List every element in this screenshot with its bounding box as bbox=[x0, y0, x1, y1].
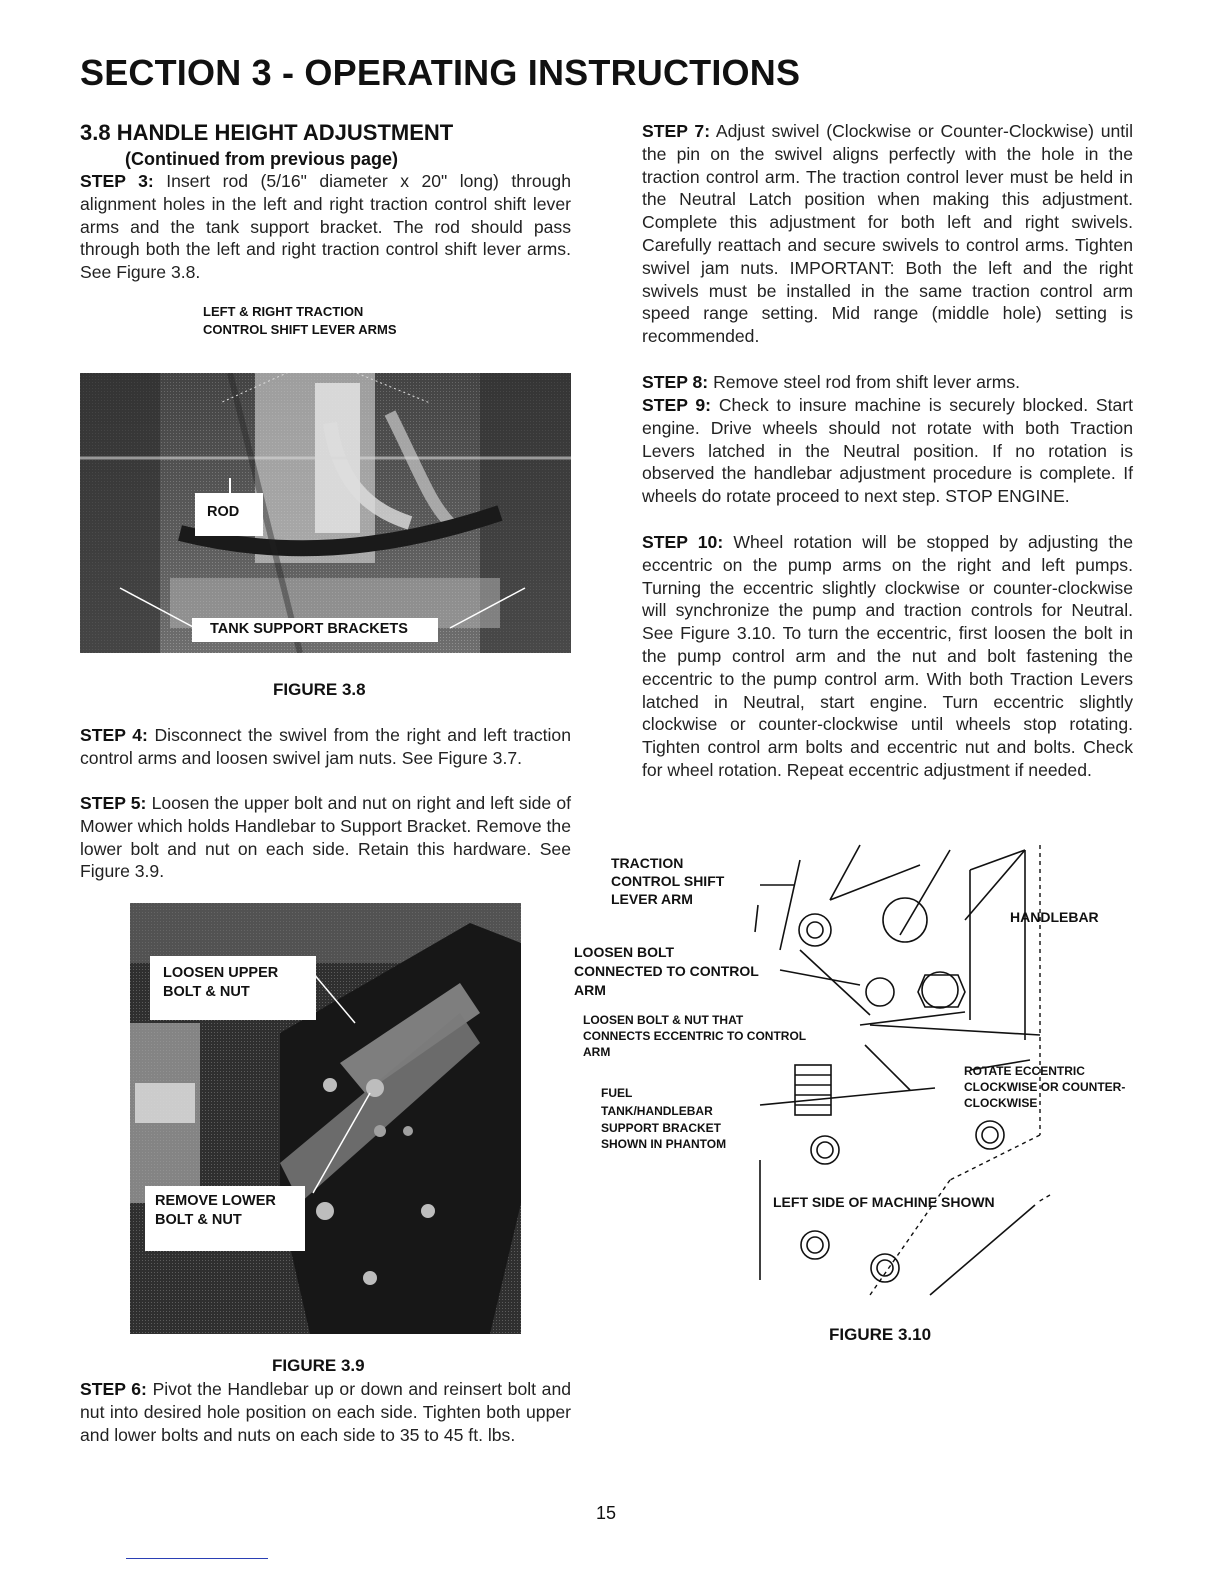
fig38-callout-line2: CONTROL SHIFT LEVER ARMS bbox=[203, 322, 397, 337]
step-6-paragraph bbox=[80, 1378, 571, 1446]
subsection-title: 3.8 HANDLE HEIGHT ADJUSTMENT bbox=[80, 120, 454, 145]
remove-lower-line1: REMOVE LOWER bbox=[155, 1193, 276, 1209]
step-8-text: Remove steel rod from shift lever arms. bbox=[713, 372, 1021, 392]
step-8-paragraph bbox=[642, 371, 1133, 394]
step-6-text: Pivot the Handlebar up or down and reinsert bolt and nut into desired hole position on each side. Tighten both upper and lower bolts and nuts on each side to 35 to 45 ft. lbs. bbox=[80, 1379, 572, 1445]
footer-rule bbox=[126, 1558, 268, 1559]
left-side-label: LEFT SIDE OF MACHINE SHOWN bbox=[773, 1194, 995, 1210]
eccentric-line1: LOOSEN BOLT & NUT THAT bbox=[583, 1013, 744, 1027]
fuel-line1: FUEL bbox=[601, 1086, 633, 1100]
section-title: SECTION 3 - OPERATING INSTRUCTIONS bbox=[80, 52, 801, 93]
figure-3-10-caption: FIGURE 3.10 bbox=[829, 1325, 932, 1344]
rotate-line1: ROTATE ECCENTRIC bbox=[964, 1064, 1085, 1078]
step-9-text: Check to insure machine is securely blocked. Start engine. Drive wheels should not rotate with both Traction Levers latched in the Neutral position. If no rotation is observed the handlebar adjustment procedure is complete. If wheels do rotate proceed to next step. STOP ENGINE. bbox=[642, 395, 1133, 507]
step-9-paragraph bbox=[642, 394, 1133, 508]
fuel-line4: SHOWN IN PHANTOM bbox=[601, 1137, 727, 1151]
loosen-bolt-line1: LOOSEN BOLT bbox=[574, 944, 675, 960]
figure-3-8-illustration bbox=[80, 373, 571, 653]
loosen-upper-line2: BOLT & NUT bbox=[163, 984, 250, 1000]
loosen-bolt-line2: CONNECTED TO CONTROL bbox=[574, 963, 759, 979]
rod-label: ROD bbox=[195, 493, 263, 536]
figure-3-9-photo bbox=[130, 903, 521, 1334]
continued-note: (Continued from previous page) bbox=[125, 149, 399, 169]
step-9-label: STEP 9: bbox=[642, 395, 712, 415]
loosen-upper-label bbox=[150, 956, 316, 1020]
step-10-text: Wheel rotation will be stopped by adjusting the eccentric on the pump arms on the right and left pumps. Turning the eccentric slightly clockwise or counter-clockwise will synchronize the pump and traction controls for Neutral. See Figure 3.10. To turn the eccentric, first loosen the bolt in the pump control arm and the nut and bolt fastening the eccentric to the pump control arm. With both Traction Levers latched in Neutral, start engine. Turn eccentric slightly clockwise or counter-clockwise until wheels stop rotating. Tighten control arm bolts and eccentric nut and bolts. Check for wheel rotation. Repeat eccentric adjustment if needed. bbox=[642, 532, 1134, 780]
tank-support-brackets-label: TANK SUPPORT BRACKETS bbox=[192, 618, 438, 642]
step-7-text: Adjust swivel (Clockwise or Counter-Clockwise) until the pin on the swivel aligns perfectly with the hole in the traction control arm. The traction control lever must be held in the Neutral Latch position when making this adjustment. Complete this adjustment for both left and right swivels. Carefully reattach and secure swivels to control arms. Tighten swivel jam nuts. IMPORTANT: Both the left and the right swivels must be installed in the same traction control arm speed range setting. Mid range (middle hole) setting is recommended. bbox=[642, 121, 1134, 347]
remove-lower-label bbox=[145, 1186, 305, 1251]
step-10-label: STEP 10: bbox=[642, 532, 724, 552]
page-number: 15 bbox=[596, 1503, 617, 1523]
handlebar-label: HANDLEBAR bbox=[1010, 909, 1099, 925]
traction-line3: LEVER ARM bbox=[611, 891, 693, 907]
step-5-text: Loosen the upper bolt and nut on right and left side of Mower which holds Handlebar to Support Bracket. Remove the lower bolt and nut on each side. Retain this hardware. See Figure 3.9. bbox=[80, 793, 571, 882]
loosen-bolt-line3: ARM bbox=[574, 982, 606, 998]
step-7-label: STEP 7: bbox=[642, 121, 711, 141]
figure-3-10-diagram bbox=[570, 840, 1170, 1320]
step-4-paragraph bbox=[80, 724, 571, 770]
step-8-label: STEP 8: bbox=[642, 372, 709, 392]
step-3-text: Insert rod (5/16" diameter x 20" long) through alignment holes in the left and right traction control shift lever arms and the tank support bracket. The rod should pass through both the left and right traction control shift lever arms. See Figure 3.8. bbox=[80, 171, 571, 283]
step-5-paragraph bbox=[80, 792, 571, 883]
loosen-upper-line1: LOOSEN UPPER bbox=[163, 965, 279, 981]
figure-3-9-caption: FIGURE 3.9 bbox=[272, 1356, 365, 1375]
traction-line1: TRACTION bbox=[611, 855, 684, 871]
step-4-label: STEP 4: bbox=[80, 725, 148, 745]
figure-3-8-caption: FIGURE 3.8 bbox=[273, 680, 366, 699]
step-6-label: STEP 6: bbox=[80, 1379, 147, 1399]
traction-line2: CONTROL SHIFT bbox=[611, 873, 725, 889]
step-5-label: STEP 5: bbox=[80, 793, 147, 813]
step-3-label: STEP 3: bbox=[80, 171, 154, 191]
figure-3-8-photo bbox=[80, 373, 571, 653]
step-7-paragraph bbox=[642, 120, 1133, 348]
fuel-line3: SUPPORT BRACKET bbox=[601, 1121, 722, 1135]
rotate-line2: CLOCKWISE OR COUNTER- bbox=[964, 1080, 1126, 1094]
step-4-text: Disconnect the swivel from the right and left traction control arms and loosen swivel jam nuts. See Figure 3.7. bbox=[80, 725, 571, 768]
eccentric-line3: ARM bbox=[583, 1045, 611, 1059]
step-10-paragraph bbox=[642, 531, 1133, 782]
rotate-line3: CLOCKWISE bbox=[964, 1096, 1038, 1110]
fig38-callout-line1: LEFT & RIGHT TRACTION bbox=[203, 304, 364, 319]
step-3-paragraph bbox=[80, 170, 571, 284]
fuel-line2: TANK/HANDLEBAR bbox=[601, 1104, 713, 1118]
eccentric-line2: CONNECTS ECCENTRIC TO CONTROL bbox=[583, 1029, 807, 1043]
remove-lower-line2: BOLT & NUT bbox=[155, 1212, 242, 1228]
